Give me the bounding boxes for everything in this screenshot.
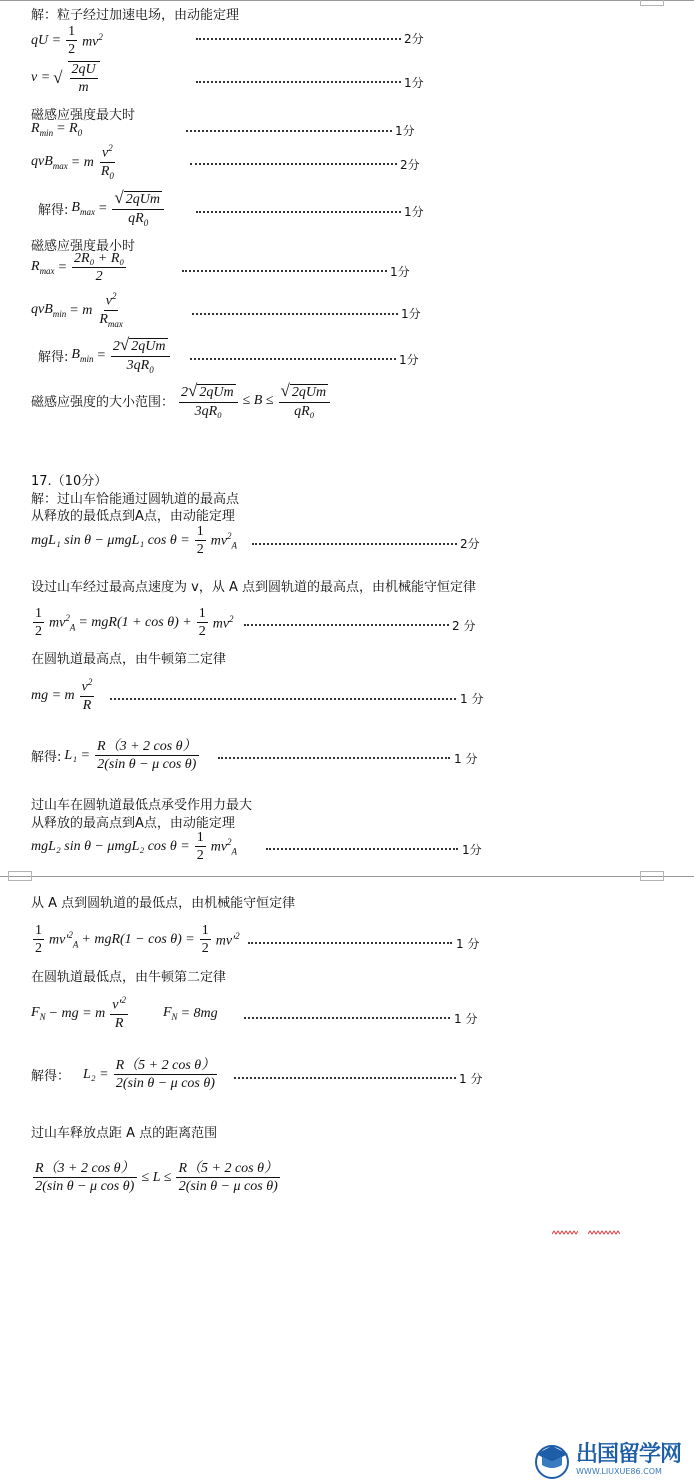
section-heading: 磁感应强度最小时 bbox=[31, 239, 136, 254]
section-heading: 磁感应强度最大时 bbox=[31, 108, 136, 123]
score-leader bbox=[244, 624, 449, 626]
page-corner-mark bbox=[8, 871, 32, 881]
score-label: 1分 bbox=[404, 76, 424, 90]
score-label: 1 分 bbox=[456, 937, 480, 951]
watermark-brand: 出国留学网 bbox=[576, 1441, 682, 1467]
equation-3: $R_{min}$ = $R_0$ bbox=[31, 121, 83, 138]
equation-14: $\frac{1}{2}$ $mv'^2_A$ + mgR(1 − cos θ) = $\frac{1}{2}$ $mv'^2$ bbox=[35, 923, 240, 957]
range-result-b: 磁感应强度的大小范围： $\frac{\text{2√ 2qUm}}{\text{3qR₀}}$ ≤ B ≤ $\frac{\text{√ 2qUm}}{\text{qR₀}}$ bbox=[31, 382, 332, 419]
step-text: 在圆轨道最低点，由牛顿第二定律 bbox=[31, 970, 227, 985]
score-label: 1 分 bbox=[459, 1072, 483, 1086]
score-leader bbox=[186, 130, 392, 132]
score-leader bbox=[190, 358, 396, 360]
intro-text: 解：粒子经过加速电场，由动能定理 bbox=[31, 8, 240, 23]
intro-text: 解：过山车恰能通过圆轨道的最高点 bbox=[31, 492, 240, 507]
equation-4: qvB$_{max}$ = m $\frac{v^2}{R_0}$ bbox=[31, 143, 114, 181]
score-label: 1 分 bbox=[454, 1012, 478, 1026]
score-label: 1分 bbox=[399, 353, 419, 367]
graduation-cap-icon bbox=[532, 1440, 572, 1480]
step-text: 设过山车经过最高点速度为 v，从 A 点到圆轨道的最高点，由机械能守恒定律 bbox=[31, 580, 476, 595]
equation-15: $F_N$ − mg = m $\frac{v'^2}{R}$ $F_N$ = 8mg bbox=[31, 995, 218, 1032]
step-text: 从释放的最低点到A点，由动能定理 bbox=[31, 509, 235, 524]
score-label: 2 分 bbox=[452, 619, 476, 633]
step-text: 从 A 点到圆轨道的最低点，由机械能守恒定律 bbox=[31, 896, 296, 911]
problem-heading: 17.（10分） bbox=[31, 474, 108, 489]
score-leader bbox=[190, 163, 397, 165]
equation-7: qvB$_{min}$ = m $\frac{v^2}{R_{max}}$ bbox=[31, 291, 123, 329]
equation-9: mgL₁ sin θ − μmgL₁ cos θ = $\frac{1}{2}$ $mv^2_A$ bbox=[31, 524, 238, 558]
page-top-edge bbox=[0, 0, 694, 1]
score-leader bbox=[234, 1077, 456, 1079]
equation-11: mg = m $\frac{v^2}{R}$ bbox=[31, 677, 93, 714]
score-label: 1分 bbox=[404, 205, 424, 219]
score-leader bbox=[182, 270, 387, 272]
equation-1: qU = $\frac{1}{2}$ $mv^2$ bbox=[31, 24, 103, 58]
equation-16: 解得： L₂ = $\frac{\text{R（5 + 2 cos θ）}}{\text{2(sin θ − μ cos θ)}}$ bbox=[31, 1058, 216, 1092]
score-label: 1分 bbox=[401, 307, 421, 321]
equation-2: v = √ $\frac{2qU}{m}$ bbox=[31, 61, 102, 96]
range-result-l: $\frac{\text{R（3 + 2 cos θ）}}{\text{2(sin θ − μ cos θ)}}$ ≤ L ≤ $\frac{\text{R（5 + 2 cos θ）}}{\text{2(sin θ − μ cos θ)}}$ bbox=[35, 1161, 278, 1195]
score-label: 1 分 bbox=[460, 692, 484, 706]
score-leader bbox=[252, 543, 457, 545]
score-label: 1分 bbox=[395, 124, 415, 138]
score-label: 1分 bbox=[390, 265, 410, 279]
score-leader bbox=[248, 942, 452, 944]
score-label: 2分 bbox=[404, 32, 424, 46]
equation-6: $R_{max}$ = $\frac{\text{2R₀ + R₀}}{2}$ bbox=[31, 251, 125, 285]
site-watermark bbox=[532, 1437, 694, 1482]
score-leader bbox=[266, 848, 458, 850]
score-leader bbox=[218, 757, 450, 759]
score-label: 2分 bbox=[400, 158, 420, 172]
score-leader bbox=[192, 313, 398, 315]
page-break-line bbox=[0, 876, 694, 877]
page-corner-mark bbox=[640, 0, 664, 6]
page-corner-mark bbox=[640, 871, 664, 881]
watermark-url: WWW.LIUXUE86.COM bbox=[576, 1466, 662, 1476]
score-label: 2分 bbox=[460, 537, 480, 551]
score-leader bbox=[196, 211, 401, 213]
step-text: 过山车在圆轨道最低点承受作用力最大 bbox=[31, 798, 253, 813]
score-label: 1 分 bbox=[454, 752, 478, 766]
step-text: 过山车释放点距 A 点的距离范围 bbox=[31, 1126, 218, 1141]
spellcheck-squiggle bbox=[552, 1230, 578, 1236]
equation-13: mgL₂ sin θ − μmgL₂ cos θ = $\frac{1}{2}$ $mv^2_A$ bbox=[31, 830, 238, 864]
score-leader bbox=[196, 81, 401, 83]
spellcheck-squiggle bbox=[588, 1230, 620, 1236]
score-label: 1分 bbox=[462, 843, 482, 857]
equation-12: 解得: L₁ = $\frac{\text{R（3 + 2 cos θ）}}{\text{2(sin θ − μ cos θ)}}$ bbox=[31, 739, 197, 773]
score-leader bbox=[244, 1017, 450, 1019]
step-text: 从释放的最高点到A点，由动能定理 bbox=[31, 816, 235, 831]
equation-10: $\frac{1}{2}$ $mv^2_A$ = mgR(1 + cos θ) + $\frac{1}{2}$ $mv^2$ bbox=[35, 606, 234, 640]
equation-5: 解得: $B_{max}$ = $\frac{\text{√ 2qUm}}{qR_0}$ bbox=[38, 189, 166, 228]
equation-8: 解得: $B_{min}$ = $\frac{\text{2√ 2qUm}}{3qR_0}$ bbox=[38, 336, 172, 375]
score-leader bbox=[196, 38, 401, 40]
score-leader bbox=[110, 698, 456, 700]
step-text: 在圆轨道最高点，由牛顿第二定律 bbox=[31, 652, 227, 667]
